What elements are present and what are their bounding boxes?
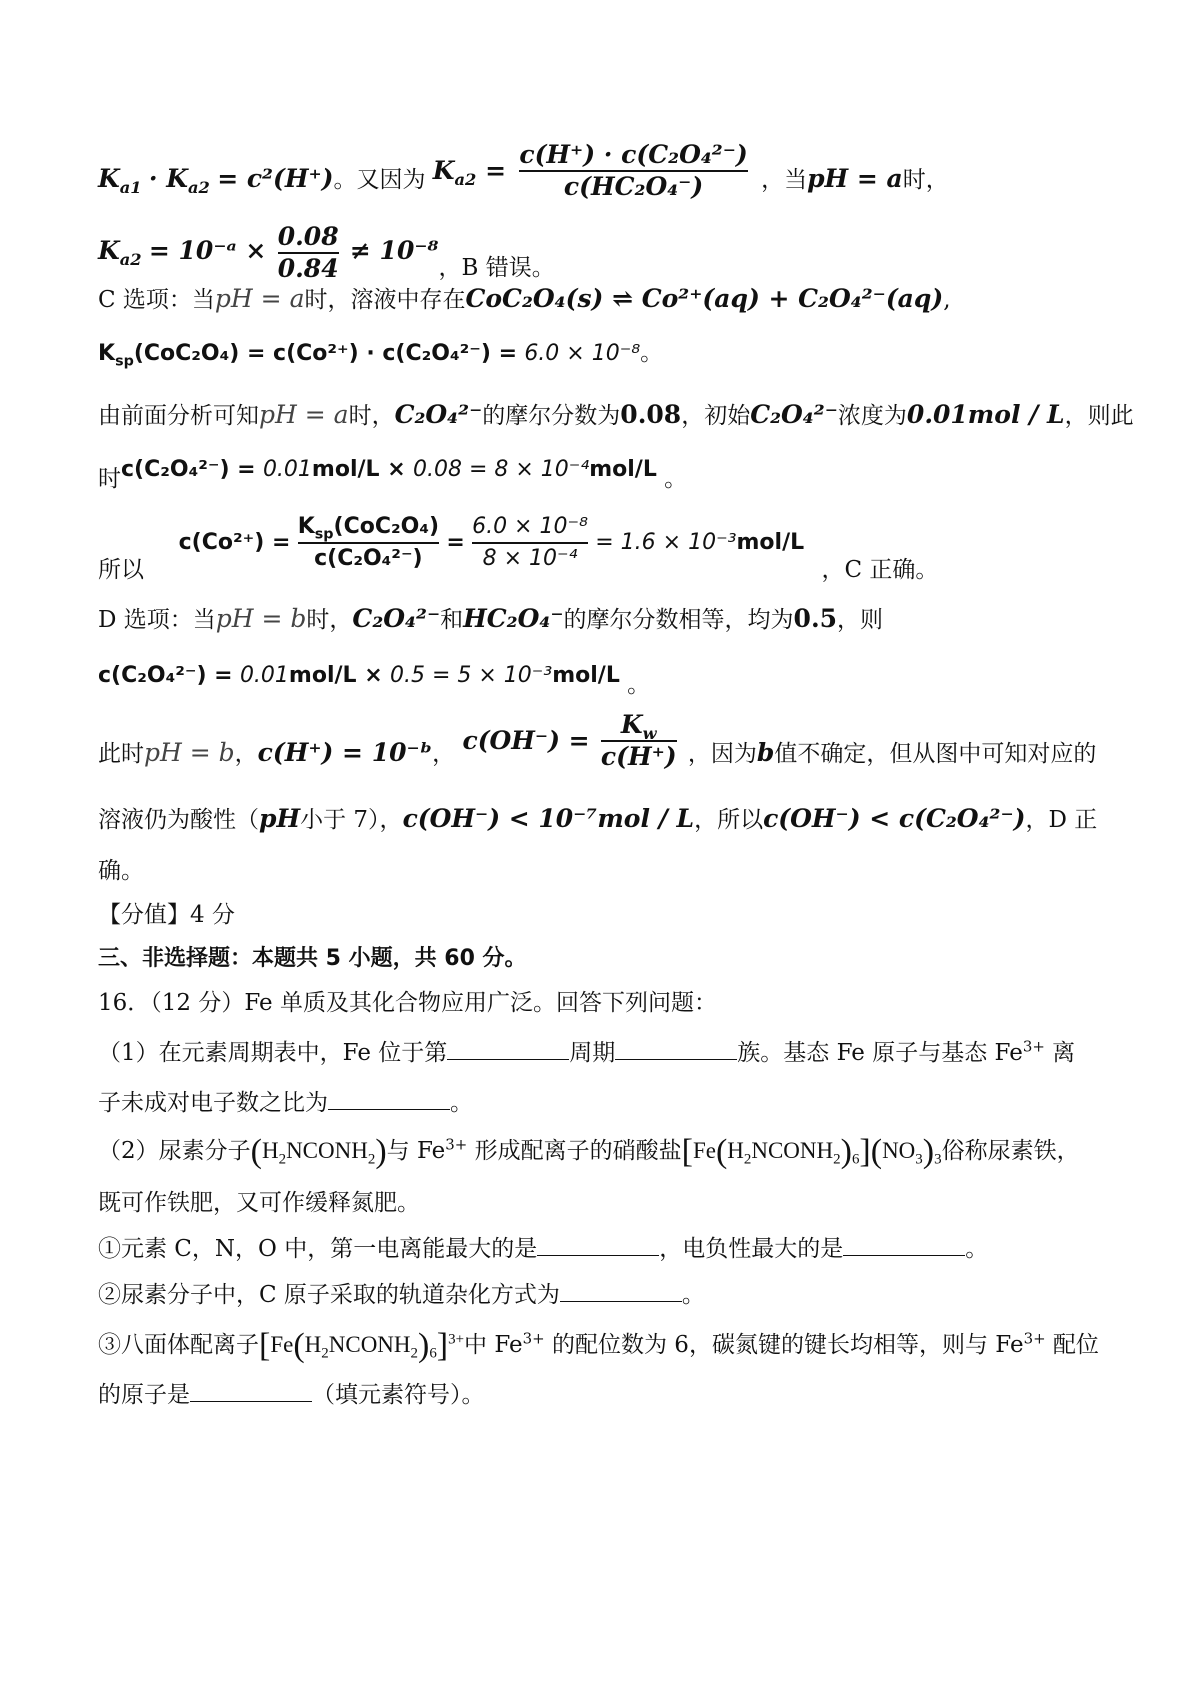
ksp-label: $K_{sp}$: [98, 341, 134, 370]
period: 。: [640, 340, 664, 366]
dissolution-equilibrium: CoC₂O₄(s) ⇌ Co²⁺(aq) + C₂O₄²⁻(aq): [465, 284, 944, 313]
line-13: [98, 900, 235, 930]
q1-text-b: 周期: [569, 1040, 616, 1066]
unit-mol-l-times: mol/L ×: [288, 663, 383, 688]
c-oxalate-expr: c(C₂O₄²⁻) =: [121, 457, 256, 482]
ka2-label: $K_{a2}$: [98, 236, 142, 269]
value-0-01: 0.01: [239, 663, 289, 688]
d-correct-text: ，D 正: [1025, 807, 1098, 833]
oxalate-ion: C₂O₄²⁻: [352, 604, 441, 633]
value-product: 0.5 = 5 × 10⁻³: [389, 663, 553, 688]
text-que: 确。: [98, 858, 144, 884]
eq-h-squared: = c²(H⁺): [217, 164, 334, 193]
text-chushi: ，初始: [681, 403, 751, 429]
unit-mol-l: mol/L: [589, 457, 657, 482]
hydrogen-oxalate-ion: HC₂O₄⁻: [463, 604, 564, 633]
text-less-than-7: 小于 7），: [300, 807, 403, 833]
q2-3-text-f: （填元素符号）。: [312, 1382, 485, 1408]
comma: ,: [943, 287, 951, 313]
q2-1-text-b: ，电负性最大的是: [659, 1236, 844, 1262]
q2-text-d: 俗称尿素铁，: [941, 1138, 1080, 1164]
ph-a: pH = a: [214, 284, 305, 313]
text-shi: 时，: [348, 403, 395, 429]
line-20: [98, 1234, 988, 1264]
kw-numerator: $K_w$: [620, 710, 657, 743]
c-co-lhs: c(Co²⁺) =: [178, 530, 291, 555]
ph-b: pH = b: [215, 604, 307, 633]
q1-text-a: （1）在元素周期表中，Fe 位于第: [98, 1040, 448, 1066]
fe-charge: 3+: [522, 1329, 545, 1348]
q1-text-e: 子未成对电子数之比为: [98, 1090, 328, 1116]
section-3-title: 三、非选择题：本题共 5 小题，共 60 分。: [98, 946, 527, 971]
text-shi: 时: [98, 466, 121, 492]
b-variable: b: [756, 738, 775, 767]
ratio-numerator: 0.08: [277, 222, 339, 251]
oxalate-ion: C₂O₄²⁻: [394, 400, 483, 429]
ksp-fraction: [298, 512, 439, 574]
score-text: 【分值】4 分: [98, 902, 235, 928]
period: 。: [627, 672, 651, 698]
blank-ratio[interactable]: [328, 1107, 450, 1110]
line-19: [98, 1188, 420, 1218]
line-15: [98, 988, 717, 1018]
fe-charge: 3+: [445, 1135, 468, 1154]
period: 。: [681, 1282, 705, 1308]
value-0-5: 0.5: [793, 604, 838, 633]
unit-mol-l: mol/L: [736, 530, 805, 555]
conc-0-01: 0.01mol / L: [906, 400, 1065, 429]
value-0-01: 0.01: [262, 457, 312, 482]
ka1-symbol: $K_{a1}$: [98, 164, 142, 197]
line-2: [98, 222, 555, 284]
blank-ionization[interactable]: [537, 1253, 659, 1256]
text-uncertain: 值不确定，但从图中可知对应的: [774, 741, 1097, 767]
line-7: [98, 512, 938, 586]
line-18: [98, 1133, 1080, 1170]
line-4: [98, 338, 663, 369]
blank-group[interactable]: [615, 1057, 737, 1060]
text-cishi: 此时: [98, 741, 144, 767]
value-frac-numerator: 6.0 × 10⁻⁸: [472, 514, 588, 539]
c-correct-text: ，C 正确。: [821, 557, 939, 583]
text-acidic: 溶液仍为酸性（: [98, 807, 259, 833]
c-option-text: C 选项：当: [98, 287, 215, 313]
line-12: [98, 856, 144, 886]
ksp-expression: (CoC₂O₄) = c(Co²⁺) · c(C₂O₄²⁻) =: [133, 341, 517, 366]
line-3: [98, 284, 951, 315]
oh-inequality-1: c(OH⁻) < 10⁻⁷mol / L: [402, 804, 695, 833]
line-11: [98, 804, 1097, 835]
line-5: [98, 400, 1134, 431]
ka2-denominator: c(HC₂O₄⁻): [519, 170, 747, 202]
urea-formula: $(H_2NCONH_2)$: [250, 1133, 387, 1170]
h-conc: c(H⁺) = 10⁻ᵇ: [257, 738, 433, 767]
text-youyinwei: 。又因为: [333, 167, 426, 193]
text-shi: 时，: [902, 167, 949, 193]
kw-denominator: c(H⁺): [600, 742, 677, 771]
value-product: 0.08 = 8 × 10⁻⁴: [412, 457, 590, 482]
text-dang: ，当: [761, 167, 808, 193]
ph-a: pH = a: [807, 164, 903, 193]
blank-ligand-atom[interactable]: [190, 1399, 312, 1402]
q2-3-text-a: ③八面体配离子: [98, 1332, 259, 1358]
text-suoyi: ，所以: [694, 807, 764, 833]
fe-charge: 3+: [1022, 1037, 1045, 1056]
period: 。: [965, 1236, 989, 1262]
line-1: [98, 140, 949, 202]
text-equal-fraction: 的摩尔分数相等，均为: [563, 607, 794, 633]
line-8: [98, 604, 883, 635]
c-oxalate-expr: c(C₂O₄²⁻) =: [98, 663, 233, 688]
value-0-08: 0.08: [620, 400, 682, 429]
value-frac-denominator: 8 × 10⁻⁴: [472, 542, 588, 574]
text-he: 和: [440, 607, 464, 633]
q2-2-text: ②尿素分子中，C 原子采取的轨道杂化方式为: [98, 1282, 560, 1308]
text-mole-fraction: 的摩尔分数为: [482, 403, 621, 429]
ksp-frac-numerator: $K_{sp}(CoC_2O_4)$: [297, 514, 440, 543]
text-suoyi: 所以: [98, 557, 144, 583]
comma: ，: [432, 741, 456, 767]
ne-expr: ≠ 10⁻⁸: [349, 236, 439, 265]
q2-3-text-e: 的原子是: [98, 1382, 190, 1408]
period: 。: [664, 466, 688, 492]
q1-text-d: 离: [1044, 1040, 1076, 1066]
ka2-numerator: c(H⁺) · c(C₂O₄²⁻): [519, 140, 748, 169]
ph-label: pH: [259, 804, 301, 833]
fe-charge-2: 3+: [1023, 1329, 1046, 1348]
line-6: [98, 454, 687, 494]
ka2-def-label: $K_{a2}$ =: [432, 156, 507, 189]
text-nongdu: 浓度为: [837, 403, 907, 429]
q2-text-b: 与 Fe: [386, 1138, 446, 1164]
ka2-expr: = 10⁻ᵃ ×: [148, 236, 267, 265]
ksp-value: 6.0 × 10⁻⁸: [524, 341, 641, 366]
period: 。: [450, 1090, 473, 1116]
kw-fraction: [601, 710, 677, 772]
value-fraction: [472, 512, 588, 574]
text-yinwei: ，因为: [687, 741, 757, 767]
line-21: [98, 1280, 705, 1310]
equals: =: [446, 530, 465, 555]
q2-text-e: 既可作铁肥，又可作缓释氮肥。: [98, 1190, 420, 1216]
octahedral-ion-formula: $[Fe(H_2NCONH_2)_6]^{3+}$: [259, 1327, 465, 1364]
line-23: [98, 1380, 485, 1410]
oh-inequality-2: c(OH⁻) < c(C₂O₄²⁻): [763, 804, 1026, 833]
ka2-symbol: · $K_{a2}$: [148, 164, 210, 197]
q2-3-text-c: 的配位数为 6，碳氮键的键长均相等，则与 Fe: [544, 1332, 1024, 1358]
ratio-fraction: [278, 222, 339, 284]
blank-hybridization[interactable]: [560, 1299, 682, 1302]
oxalate-ion-2: C₂O₄²⁻: [750, 400, 838, 429]
text-shi: 时，: [306, 607, 353, 633]
line-22: [98, 1327, 1099, 1364]
q2-3-text-b: 中 Fe: [464, 1332, 523, 1358]
ph-a: pH = a: [259, 400, 349, 429]
q2-text-a: （2）尿素分子: [98, 1138, 251, 1164]
text-ze: ，则: [837, 607, 884, 633]
unit-mol-l-times: mol/L ×: [311, 457, 406, 482]
text-shi-cunzai: 时，溶液中存在: [304, 287, 466, 313]
b-wrong-text: ，B 错误。: [438, 255, 555, 281]
urea-iron-formula: $[Fe(H_2NCONH_2)_6](NO_3)_3$: [681, 1133, 942, 1170]
blank-electronegativity[interactable]: [843, 1253, 965, 1256]
line-9: [98, 660, 650, 700]
question-16-stem: 16．（12 分）Fe 单质及其化合物应用广泛。回答下列问题：: [98, 990, 717, 1016]
line-17: [98, 1088, 473, 1118]
ka2-fraction: [519, 140, 747, 202]
text-zeci: ，则此: [1064, 403, 1134, 429]
co-result: = 1.6 × 10⁻³: [595, 530, 737, 555]
line-10: [98, 710, 1096, 772]
line-16: [98, 1038, 1075, 1068]
q2-3-text-d: 配位: [1045, 1332, 1099, 1358]
oh-conc-label: c(OH⁻) =: [462, 726, 590, 755]
unit-mol-l: mol/L: [552, 663, 620, 688]
ph-b: pH = b: [144, 738, 235, 767]
section-heading: [98, 944, 527, 974]
ksp-frac-denominator: c(C₂O₄²⁻): [298, 542, 439, 574]
q2-text-c: 形成配离子的硝酸盐: [467, 1138, 682, 1164]
q2-1-text-a: ①元素 C，N，O 中，第一电离能最大的是: [98, 1236, 538, 1262]
ratio-denominator: 0.84: [277, 254, 339, 283]
blank-period[interactable]: [447, 1057, 569, 1060]
comma: ，: [234, 741, 258, 767]
text-qianmian: 由前面分析可知: [98, 403, 259, 429]
q1-text-c: 族。基态 Fe 原子与基态 Fe: [737, 1040, 1023, 1066]
d-option-text: D 选项：当: [98, 607, 216, 633]
